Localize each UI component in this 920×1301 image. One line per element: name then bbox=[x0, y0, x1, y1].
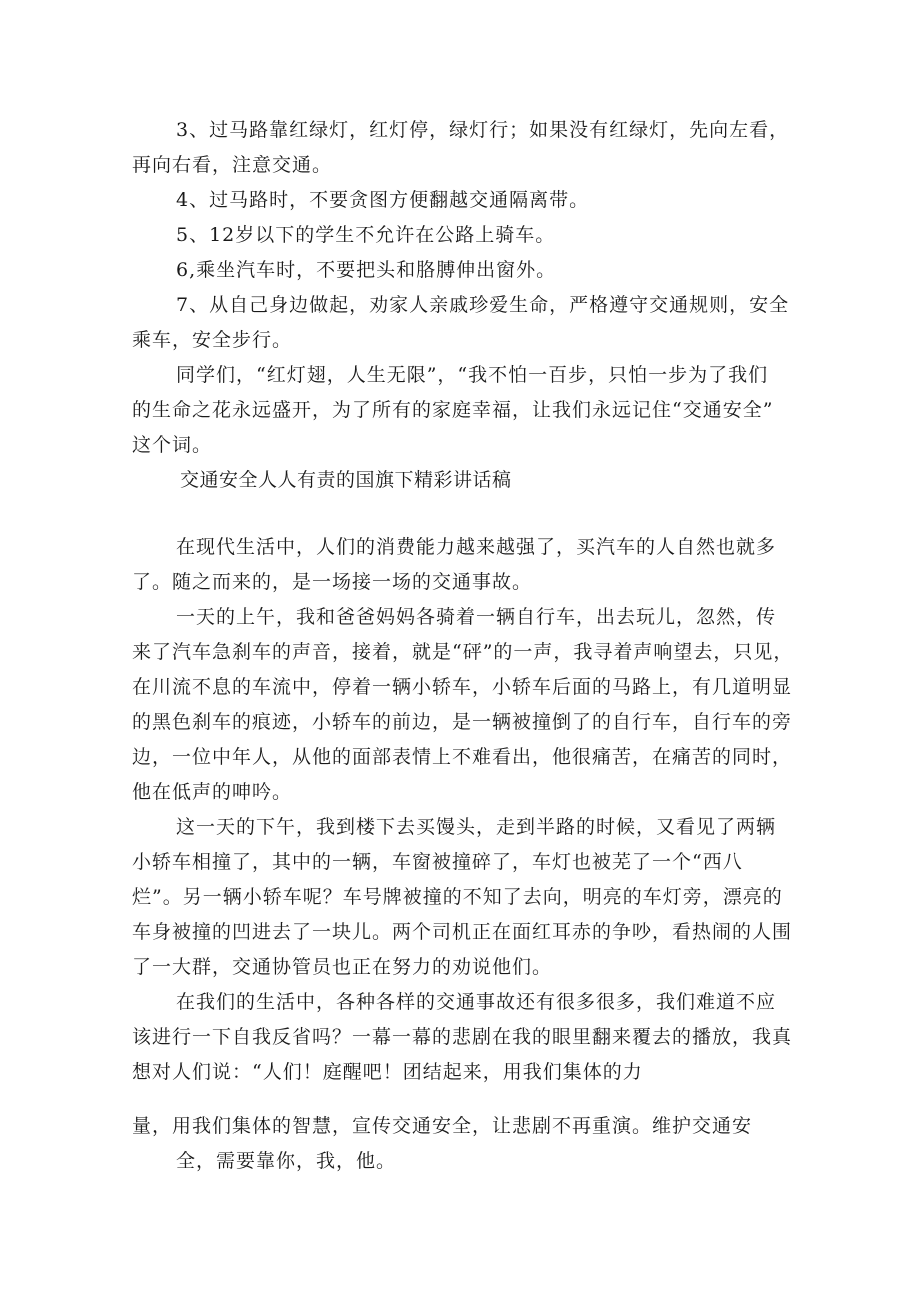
rule-7-line-2: 乘车，安全步行。 bbox=[132, 329, 293, 351]
paragraph-4-line-3: 想对人们说：“人们！庭醒吧！团结起来，用我们集体的力 bbox=[132, 1061, 643, 1083]
closing-line-3: 这个词。 bbox=[132, 434, 213, 456]
paragraph-3-line-2: 小轿车相撞了，其中的一辆，车窗被撞碎了，车灯也被芜了一个“西八 bbox=[132, 851, 743, 873]
paragraph-4-line-2: 该进行一下自我反省吗？一幕一幕的悲剧在我的眼里翻来覆去的播放，我真 bbox=[132, 1026, 793, 1048]
paragraph-3-line-5: 了一大群，交通协管员也正在努力的劝说他们。 bbox=[132, 956, 553, 978]
paragraph-2-line-3: 在川流不息的车流中，停着一辆小轿车，小轿车后面的马路上，有几道明显 bbox=[132, 676, 793, 698]
closing-line-2: 的生命之花永远盛开，为了所有的家庭幸福，让我们永远记住“交通安全” bbox=[132, 399, 774, 421]
paragraph-2-line-5: 边，一位中年人，从他的面部表情上不难看出，他很痛苦，在痛苦的同时， bbox=[132, 746, 793, 768]
article-title: 交通安全人人有责的国旗下精彩讲话稿 bbox=[180, 469, 512, 491]
paragraph-4-line-4: 量，用我们集体的智慧，宣传交通安全，让悲剧不再重演。维护交通安 bbox=[132, 1115, 753, 1137]
paragraph-2-line-6: 他在低声的呻吟。 bbox=[132, 781, 293, 803]
rule-5: 5、12岁以下的学生不允许在公路上骑车。 bbox=[176, 224, 556, 246]
rule-3-line-2: 再向右看，注意交通。 bbox=[132, 154, 333, 176]
paragraph-2-line-2: 来了汽车急刹车的声音，接着，就是“砰”的一声，我寻着声响望去，只见， bbox=[132, 641, 794, 663]
rule-3-line-1: 3、过马路靠红绿灯，红灯停，绿灯行；如果没有红绿灯，先向左看， bbox=[176, 119, 790, 141]
paragraph-3-line-4: 车身被撞的凹进去了一块儿。两个司机正在面红耳赤的争吵，看热闹的人围 bbox=[132, 921, 793, 943]
paragraph-4-line-1: 在我们的生活中，各种各样的交通事故还有很多很多，我们难道不应 bbox=[176, 991, 777, 1013]
paragraph-1-line-2: 了。随之而来的，是一场接一场的交通事故。 bbox=[132, 571, 533, 593]
rule-4: 4、过马路时，不要贪图方便翻越交通隔离带。 bbox=[176, 189, 590, 211]
paragraph-2-line-4: 的黑色刹车的痕迹，小轿车的前边，是一辆被撞倒了的自行车，自行车的旁 bbox=[132, 711, 793, 733]
paragraph-3-line-1: 这一天的下午，我到楼下去买馒头，走到半路的时候，又看见了两辆 bbox=[176, 816, 777, 838]
paragraph-3-line-3: 烂”。另一辆小轿车呢？车号牌被撞的不知了去向，明亮的车灯旁，漂亮的 bbox=[132, 886, 783, 908]
closing-line-1: 同学们，“红灯翅，人生无限”，“我不怕一百步，只怕一步为了我们 bbox=[176, 364, 769, 386]
paragraph-4-line-5: 全，需要靠你，我，他。 bbox=[176, 1150, 397, 1172]
paragraph-2-line-1: 一天的上午，我和爸爸妈妈各骑着一辆自行车，出去玩儿，忽然，传 bbox=[176, 606, 777, 628]
paragraph-1-line-1: 在现代生活中，人们的消费能力越来越强了，买汽车的人自然也就多 bbox=[176, 536, 777, 558]
rule-6: 6,乘坐汽车时，不要把头和胳膊伸出窗外。 bbox=[176, 259, 557, 281]
rule-7-line-1: 7、从自己身边做起，劝家人亲戚珍爱生命，严格遵守交通规则，安全 bbox=[176, 294, 790, 316]
